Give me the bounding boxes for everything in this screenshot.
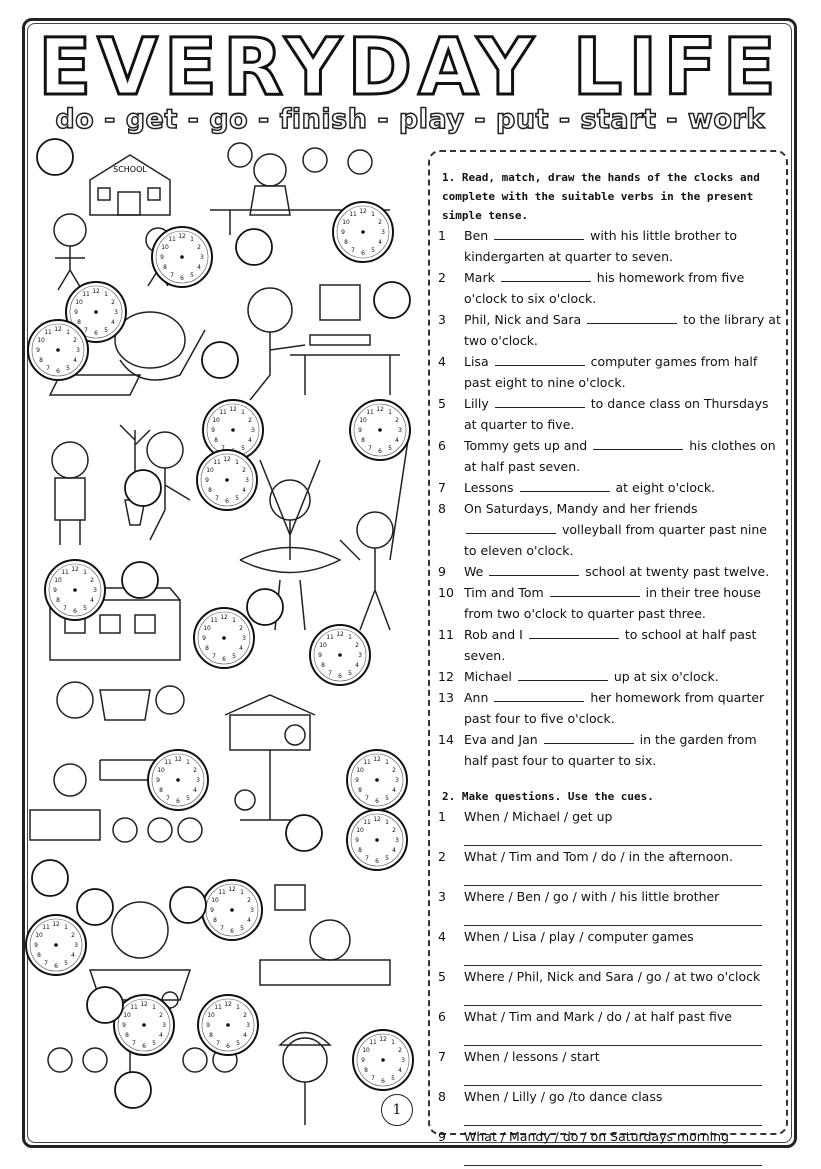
item-number: 3: [438, 889, 446, 904]
item-text-end: in their tree house from two o'clock to quarter past three.: [464, 585, 761, 621]
item-text-start: Ben: [464, 228, 493, 243]
answer-circle[interactable]: [170, 887, 206, 923]
item-number: 2: [438, 849, 446, 864]
answer-circle[interactable]: [374, 282, 410, 318]
exercise1-item: [436, 351, 782, 393]
item-text: [464, 582, 782, 624]
item-number: 12: [438, 669, 454, 684]
answer-blank[interactable]: [501, 269, 591, 282]
question-cue: When / Lisa / play / computer games: [464, 929, 694, 944]
clock-icon[interactable]: [45, 560, 105, 620]
answer-circle[interactable]: [122, 562, 158, 598]
answer-circle[interactable]: [236, 229, 272, 265]
question-cue: What / Mandy / do / on Saturdays morning: [464, 1129, 729, 1144]
item-number: 4: [438, 354, 446, 369]
item-text-start: Tim and Tom: [464, 585, 548, 600]
item-number: 5: [438, 969, 446, 984]
item-number: 1: [438, 809, 446, 824]
question-cue: What / Tim and Tom / do / in the afternoon.: [464, 849, 733, 864]
item-text: [464, 561, 782, 582]
verbs-line: do - get - go - finish - play - put - start - work: [55, 104, 765, 135]
answer-blank[interactable]: [544, 731, 634, 744]
exercise2-item: [436, 926, 782, 946]
item-text-end: computer games from half past eight to nine o'clock.: [464, 354, 758, 390]
answer-circle[interactable]: [286, 815, 322, 851]
answer-line[interactable]: [464, 986, 762, 1006]
answer-line[interactable]: [464, 1026, 762, 1046]
exercise1-item: [436, 561, 782, 582]
item-number: 6: [438, 1009, 446, 1024]
answer-blank[interactable]: [489, 563, 579, 576]
exercise1-item: [436, 477, 782, 498]
exercise2-list: [436, 806, 782, 1166]
clock-icon[interactable]: [28, 320, 88, 380]
item-number: 3: [438, 312, 446, 327]
cap-boy-scene: [280, 1033, 330, 1126]
question-cue: What / Tim and Mark / do / at half past five: [464, 1009, 732, 1024]
item-text-start: Phil, Nick and Sara: [464, 312, 586, 327]
item-text: [464, 498, 782, 561]
item-number: 7: [438, 1049, 446, 1064]
exercise2-item: [436, 1006, 782, 1026]
clock-icon[interactable]: [197, 450, 257, 510]
answer-line[interactable]: [464, 1146, 762, 1166]
answer-blank[interactable]: [494, 689, 584, 702]
school-scene: [54, 155, 170, 290]
clock-icon[interactable]: [333, 202, 393, 262]
item-text: [464, 435, 782, 477]
question-cue: Where / Ben / go / with / his little brother: [464, 889, 720, 904]
answer-circle[interactable]: [32, 860, 68, 896]
item-text-end: in the garden from half past four to quarter to six.: [464, 732, 757, 768]
item-text: [464, 477, 782, 498]
exercise2-item: [436, 966, 782, 986]
exercise-content: [436, 168, 782, 1166]
item-number: 2: [438, 270, 446, 285]
answer-line[interactable]: [464, 946, 762, 966]
clock-icon[interactable]: [350, 400, 410, 460]
treehouse-scene: [225, 695, 315, 820]
clock-icon[interactable]: [198, 995, 258, 1055]
answer-blank[interactable]: [494, 227, 584, 240]
exercise1-item: [436, 498, 782, 561]
item-number: 9: [438, 564, 446, 579]
clock-icon[interactable]: [347, 810, 407, 870]
exercise1-item: [436, 624, 782, 666]
answer-line[interactable]: [464, 1106, 762, 1126]
item-number: 13: [438, 690, 454, 705]
title-text: EVERYDAY LIFE: [38, 23, 782, 113]
answer-blank[interactable]: [587, 311, 677, 324]
item-text-start: Lisa: [464, 354, 493, 369]
sleeping-scene: [260, 885, 390, 985]
item-text-end: up at six o'clock.: [609, 669, 719, 684]
answer-blank[interactable]: [550, 584, 640, 597]
answer-blank[interactable]: [495, 395, 585, 408]
item-text-end: school at twenty past twelve.: [581, 564, 770, 579]
exercise1-item: [436, 309, 782, 351]
item-text-end: his homework from five o'clock to six o'clock.: [464, 270, 745, 306]
answer-circle[interactable]: [37, 139, 73, 175]
answer-circle[interactable]: [202, 342, 238, 378]
question-cue: Where / Phil, Nick and Sara / go / at two o'clock: [464, 969, 761, 984]
answer-line[interactable]: [464, 1066, 762, 1086]
exercise2-item: [436, 1126, 782, 1146]
clock-icon[interactable]: [148, 750, 208, 810]
item-text: [464, 393, 782, 435]
exercise1-item: [436, 225, 782, 267]
clock-icon[interactable]: [194, 608, 254, 668]
item-text-start: Lessons: [464, 480, 518, 495]
item-number: 10: [438, 585, 454, 600]
answer-blank[interactable]: [495, 353, 585, 366]
item-number: 9: [438, 1129, 446, 1144]
item-number: 6: [438, 438, 446, 453]
question-cue: When / Michael / get up: [464, 809, 613, 824]
item-number: 5: [438, 396, 446, 411]
answer-blank[interactable]: [520, 479, 610, 492]
exercise2-heading: 2. Make questions. Use the cues.: [442, 790, 654, 803]
item-number: 4: [438, 929, 446, 944]
answer-line[interactable]: [464, 826, 762, 846]
exercise1-list: [436, 225, 782, 771]
item-text-start: Tommy gets up and: [464, 438, 592, 453]
answer-circle[interactable]: [247, 589, 283, 625]
exercise1-item: [436, 666, 782, 687]
item-number: 8: [438, 1089, 446, 1104]
page-number: 1: [381, 1094, 413, 1126]
clock-icon[interactable]: [353, 1030, 413, 1090]
exercise2-item: [436, 1086, 782, 1106]
item-text-end: to the library at two o'clock.: [464, 312, 781, 348]
item-text-start: Rob and I: [464, 627, 527, 642]
answer-circle[interactable]: [87, 987, 123, 1023]
item-number: 1: [438, 228, 446, 243]
item-text-end: at eight o'clock.: [611, 480, 716, 495]
exercise1-item: [436, 435, 782, 477]
exercise2-item: [436, 806, 782, 826]
item-text-start: Ann: [464, 690, 493, 705]
item-text-end: to dance class on Thursdays at quarter to five.: [464, 396, 769, 432]
item-text-end: with his little brother to kindergarten at quarter to seven.: [464, 228, 738, 264]
answer-line[interactable]: [464, 866, 762, 886]
exercise1-item: [436, 687, 782, 729]
answer-circle[interactable]: [115, 1072, 151, 1108]
clock-icon[interactable]: [152, 227, 212, 287]
exercise2-item: [436, 846, 782, 866]
answer-blank[interactable]: [466, 521, 556, 534]
item-text: [464, 309, 782, 351]
item-number: 14: [438, 732, 454, 747]
clock-icon[interactable]: [310, 625, 370, 685]
item-number: 11: [438, 627, 454, 642]
exercise1-item: [436, 582, 782, 624]
answer-circle[interactable]: [125, 470, 161, 506]
exercise1-heading: 1. Read, match, draw the hands of the clocks and complete with the suitable verbs in the present simple tense.: [442, 171, 760, 222]
school-sign: SCHOOL: [113, 165, 147, 174]
illustrations: 12 12 678 91011 SCHOOL: [30, 140, 420, 1140]
answer-line[interactable]: [464, 906, 762, 926]
item-text-start: Michael: [464, 669, 516, 684]
clock-icon[interactable]: [202, 880, 262, 940]
item-text-end: volleyball from quarter past nine to eleven o'clock.: [464, 522, 767, 558]
garden-scene: [52, 425, 190, 545]
question-cue: When / lessons / start: [464, 1049, 600, 1064]
answer-blank[interactable]: [529, 626, 619, 639]
exercise2-item: [436, 1046, 782, 1066]
item-text-end: to school at half past seven.: [464, 627, 757, 663]
answer-circle[interactable]: [77, 889, 113, 925]
item-text-start: Mark: [464, 270, 499, 285]
exercise1-item: [436, 393, 782, 435]
exercise2-item: [436, 886, 782, 906]
item-text-start: On Saturdays, Mandy and her friends: [464, 501, 698, 516]
answer-blank[interactable]: [518, 668, 608, 681]
item-text: [464, 267, 782, 309]
answer-blank[interactable]: [593, 437, 683, 450]
item-text: [464, 624, 782, 666]
worksheet-title: [30, 23, 790, 113]
exercise1-item: [436, 729, 782, 771]
clock-icon[interactable]: [347, 750, 407, 810]
item-text-start: We: [464, 564, 488, 579]
item-number: 7: [438, 480, 446, 495]
item-text: [464, 687, 782, 729]
exercise1-item: [436, 267, 782, 309]
item-text: [464, 666, 782, 687]
item-text-end: his clothes on at half past seven.: [464, 438, 776, 474]
item-number: 8: [438, 501, 446, 516]
item-text-start: Lilly: [464, 396, 493, 411]
item-text-end: her homework from quarter past four to five o'clock.: [464, 690, 765, 726]
item-text: [464, 351, 782, 393]
item-text: [464, 225, 782, 267]
question-cue: When / Lilly / go /to dance class: [464, 1089, 663, 1104]
item-text: [464, 729, 782, 771]
clock-icon[interactable]: [26, 915, 86, 975]
item-text-start: Eva and Jan: [464, 732, 542, 747]
